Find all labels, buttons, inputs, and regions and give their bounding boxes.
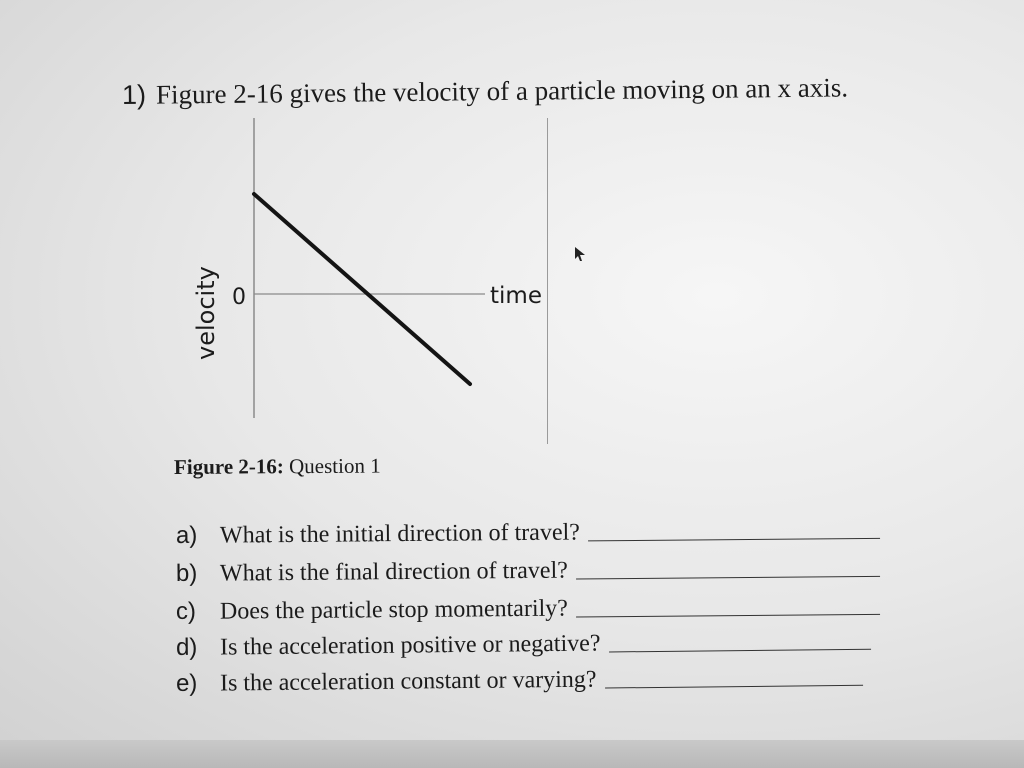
question-d xyxy=(176,627,871,662)
answer-line-c[interactable] xyxy=(576,613,880,618)
question-text: Does the particle stop momentarily? xyxy=(219,595,569,625)
question-a xyxy=(176,516,880,550)
caption-text: Question 1 xyxy=(289,453,381,479)
series-layer xyxy=(254,194,470,384)
problem-number: 1) xyxy=(121,79,147,110)
question-letter: d) xyxy=(175,633,198,661)
problem-text: Figure 2-16 gives the velocity of a particle moving on an x axis. xyxy=(155,72,849,110)
x-axis-label: time xyxy=(490,283,542,309)
question-e xyxy=(176,663,863,698)
question-letter: e) xyxy=(175,669,198,697)
zero-label: 0 xyxy=(232,285,246,310)
answer-line-d[interactable] xyxy=(609,648,871,653)
question-text: Is the acceleration positive or negative? xyxy=(219,630,601,661)
question-text: What is the initial direction of travel? xyxy=(219,519,580,549)
question-letter: b) xyxy=(175,559,198,587)
answer-line-a[interactable] xyxy=(588,537,880,542)
mouse-cursor-icon xyxy=(573,245,587,263)
question-text: Is the acceleration constant or varying? xyxy=(219,666,597,697)
question-c xyxy=(176,592,880,626)
question-b xyxy=(176,554,880,588)
answer-line-b[interactable] xyxy=(576,575,880,580)
figure-caption xyxy=(174,454,381,480)
caption-label: Figure 2-16: xyxy=(173,454,284,479)
answer-line-e[interactable] xyxy=(605,684,863,689)
velocity-time-figure xyxy=(180,118,560,428)
velocity-time-graph xyxy=(180,118,560,428)
page-edge xyxy=(0,740,1024,768)
question-letter: c) xyxy=(175,597,197,625)
problem-statement xyxy=(122,72,848,111)
velocity-line-series-0 xyxy=(254,194,470,384)
y-axis-label: velocity xyxy=(192,266,220,360)
question-text: What is the final direction of travel? xyxy=(219,557,568,587)
question-letter: a) xyxy=(175,521,198,549)
